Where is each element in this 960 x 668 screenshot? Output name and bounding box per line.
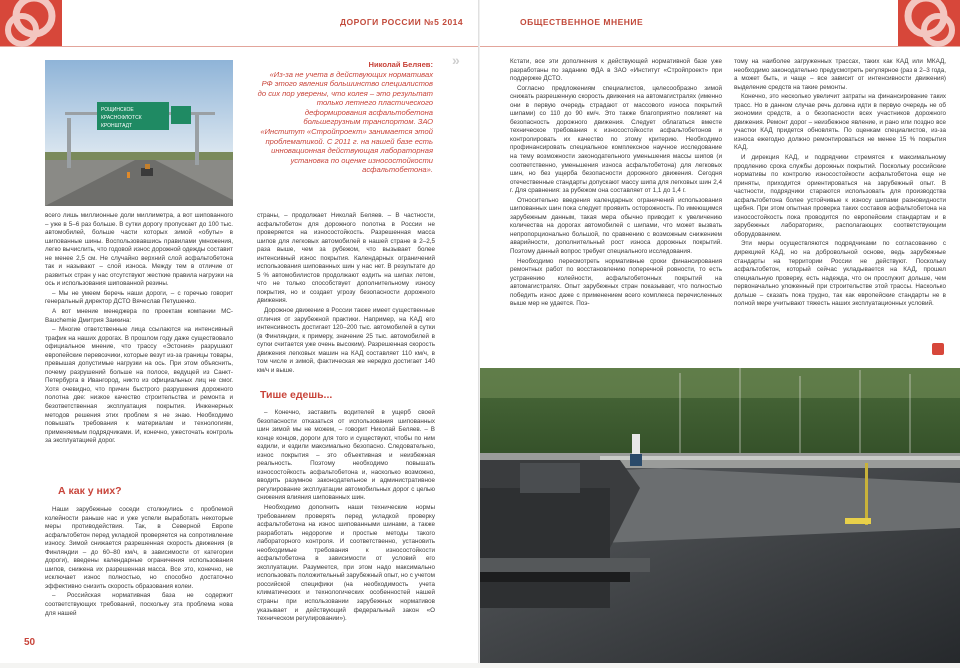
running-head-left: ДОРОГИ РОССИИ №5 2014	[340, 17, 464, 27]
paragraph: Конечно, это несколько увеличит затраты на финансирование таких трасс. Но в данном случае речь должна идти в первую очередь не об экономии средств, а о безопасности всех участников дорожного движения. Ремонт дорог – неизбежное явление, и рано или поздно все участки КАД придется обновлять. По оценкам специалистов, из-за износа ежегодно должно ремонтироваться не менее 15 % покрытия КАД.	[734, 93, 946, 152]
paragraph: Необходимо пересмотреть нормативные сроки финансирования ремонтных работ по восстановлению поперечной ровности, то есть устранению колейности, асфальтобетонных покрытий на автомагистралях. Опыт зарубежных стран показывает, что полностью победить износ даже с применением всего комплекса перечисленных выше мер не удается. Поэ-	[510, 257, 722, 308]
sign-line-2: КРАСНОФЛОТСК	[101, 115, 142, 121]
page-number: 50	[24, 637, 36, 648]
paragraph: Кстати, все эти дополнения к действующей нормативной базе уже разработаны по заданию ФДА в ЗАО «Институт «Стройпроект» при поддержке ДСТО.	[510, 58, 722, 83]
left-column-2	[257, 212, 435, 376]
magazine-logo-icon	[898, 0, 960, 46]
subheading-a-kak-u-nih: А как у них?	[58, 485, 122, 497]
paragraph: всего лишь миллионные доли миллиметра, а вот шипованного – уже в 5–6 раз больше. В сутки дорогу пропускает до 100 тыс. автомобилей, больше части которых зимой «обуты» в шипованные шины. Воспользовавшись правилами умножения, легко вычислить, что годовой износ дорожной одежды составит не менее 2,5 см. Не случайно верхний слой асфальтобетона так и называют – слой износа. Между тем в отличие от развитых стран у нас отсутствуют жесткие правила нагрузки на ось и использования шипованной резины.	[45, 212, 233, 288]
running-head-right: ОБЩЕСТВЕННОЕ МНЕНИЕ	[520, 17, 644, 27]
double-chevron-icon: »	[452, 52, 460, 68]
paragraph: – Конечно, заставить водителей в ущерб своей безопасности отказаться от использования шипованных шин зимой мы не можем, – говорит Николай Беляев. – В конце концов, дороги для того и существуют, чтобы по ним ездили, и ездили максимально безопасно. Следовательно, износ покрытия – это объективная и неизбежная реальность. Поэтому необходимо повышать износостойкость асфальтобетона и, насколько возможно, вводить разумное законодательное и административное регулирование эксплуатации автомобильных дорог с целью снижения влияния шипованных шин.	[257, 409, 435, 502]
paragraph: – Российская нормативная база не содержит соответствующих требований, поскольку эта проблема нова для нашей	[45, 592, 233, 617]
paragraph: Наши зарубежные соседи столкнулись с проблемой колейности раньше нас и уже успели выработать некоторые меры противодействия. Так, в Северной Европе асфальтобетон перед укладкой проверяется на сопротивление износу. Зимой снижается разрешенная скорость движения (в Финляндии – до 60–80 км/ч, в зависимости от категории дороги), введены календарные ограничения использования шипов, снижена их разрешенная масса. Все это, конечно, не исключает износ полностью, но способно достаточно эффективно снизить скорость образования колеи.	[45, 506, 233, 590]
left-column-2b	[257, 409, 435, 625]
paragraph: Согласно предложениям специалистов, целесообразно зимой снижать разрешенную скорость движения на автомагистралях (именно они в первую очередь страдают от массового износа покрытий шипами) со 110 до 90 км/ч. Это также благоприятно повлияет на безопасность дорожного движения. Следует облагаться вместе техническое требования к износостойкости асфальтобетонов и контролировать их качество по этому критерию. Необходимо профинансировать специальное комплексное научное исследование на тему возможности законодательного уменьшения массы шипов (и соответственно, уменьшения износа асфальтобетона) для легковых шин, но без ущерба безопасности дорожного движения. Сегодня отечественные стандарты допускают массу шипа для легковых шин 2,4 г. Для сравнения: за рубежом она составляет от 1,1 до 1,4 г.	[510, 84, 722, 195]
paragraph: страны, – продолжает Николай Беляев. – В частности, асфальтобетон для дорожного полотна в России не проверяется на износостойкость. Разрешенная масса шипов для легковых автомобилей в нашей стране в 2–2,5 раза выше, чем за рубежом, что вызывает более интенсивный износ покрытия. Календарных ограничений использования шипованных шин у нас нет. В результате до 5 % автомобилистов продолжают ездить на шипах летом, что не только способствует дополнительному износу покрытия, но и создает угрозу безопасности дорожного движения.	[257, 212, 435, 305]
left-column-1	[45, 212, 233, 447]
paragraph: тому на наиболее загруженных трассах, таких как КАД или МКАД, необходимо законодательно предусмотреть регулярное (раз в 2–3 года, а может быть, и чаще – все зависит от интенсивности движения) выделение средств на такие ремонты.	[734, 58, 946, 91]
left-page	[0, 0, 478, 663]
paragraph: – Многие ответственные лица ссылаются на интенсивный трафик на наших дорогах. В прошлом году даже существовало официальное мнение, что трассу «Эстония» разрушают европейские перевозчики, которые везут из-за границы товары, превышая допустимые нагрузки на ось. При этом объяснить, почему разрушений больше на полосе, ведущей из Санкт-Петербурга в Ивангород, никто из официальных лиц не смог. Хотя очевидно, что причин быстрого разрушения дорожного полотна две: низкое качество строительства и ремонта и безответственная эксплуатация покрытия. Инженерных методов решения этих проблем я не знаю. Необходимо повышать требования к материалам и технологиям, применяемым подрядчиками. И, конечно, ужесточать контроль за эксплуатацией дорог.	[45, 326, 233, 445]
paragraph: Необходимо дополнить наши технические нормы требованием проверять перед укладкой проверку асфальтобетона на износ шипованными шинами, а также разработать недорогие и простые методы такого лабораторного контроля. И соответственно, установить необходимые требования к износостойкости асфальтобетона в зависимости от условий его эксплуатации. Разумеется, при этом надо максимально использовать положительный зарубежный опыт, но с учетом российской специфики (на необходимость учета климатических и технологических особенностей нашей страны при использовании зарубежных нормативов указывает и действующий федеральный закон «О техническом регулировании»).	[257, 504, 435, 623]
sign-line-3: КРОНШТАДТ	[101, 123, 133, 129]
paragraph: Дорожное движение в России также имеет существенные отличия от зарубежной практики. Например, на КАД его интенсивность достигает 120–200 тыс. автомобилей в сутки (в Финляндии, к примеру, значение 25 тыс. автомобилей в сутки считается уже очень высоким). Разрешенная скорость движения легковых машин на КАД составляет 110 км/ч, в том числе и зимой, фактическая же нередко достигает 140 км/ч и выше.	[257, 307, 435, 374]
subheading-tishe-edesh: Тише едешь...	[260, 389, 333, 401]
right-column-2	[734, 58, 946, 310]
right-column-1	[510, 58, 722, 310]
quote-text: «Из-за не учета в действующих нормативах РФ этого явления большинство специалистов до сих пор уверены, что колея – это результат только летнего пластического деформирования асфальтобетона большегрузным транспортом. ЗАО «Институт «Стройпроект» занимается этой проблематикой. С 2011 г. на нашей базе есть инновационная действующая лабораторная установка по оценке износостойкости асфальтобетона».	[257, 69, 433, 175]
paragraph: А вот мнение менеджера по проектам компании МС-Bauchemie Дмитрия Заикина:	[45, 308, 233, 324]
right-page	[452, 0, 960, 663]
sign-line-1: РОЩИНСКОЕ	[101, 107, 134, 113]
pull-quote	[257, 60, 433, 175]
paragraph: – Мы не умеем беречь наши дороги, – с горечью говорит генеральный директор ДСТО Вячеслав Петушенко.	[45, 289, 233, 306]
highway-sign-photo	[45, 60, 233, 206]
paragraph: Относительно введения календарных ограничений использования шипованных шин пока следует проявить осторожность. По имеющимся зарубежным данным, такая мера обычно приводит к увеличению количества на дорогах автомобилей с шипами, что может вызвать непропорционально большой, по сравнению с возможным снижением аварийности, дополнительный рост износа дорожных покрытий. Поэтому данный вопрос требует специального исследования.	[510, 196, 722, 256]
magazine-logo-icon	[0, 0, 62, 46]
quote-author: Николай Беляев:	[368, 60, 433, 69]
paragraph: Эти меры осуществляются подрядчиками по согласованию с дирекцией КАД, но на добровольной основе, ведь зарубежные стандарты на территории России не действуют. Поскольку асфальтобетон, который сейчас укладывается на КАД, прошел специальную проверку, есть надежда, что он прослужит дольше, чем первоначально уложенный при строительстве этой трассы. Насколько дольше – сказать пока трудно, так как европейские стандарты не в полной мере учитывают тяжесть наших эксплуатационных условий.	[734, 240, 946, 308]
paragraph: И дирекция КАД, и подрядчики стремятся к максимальному продлению срока службы дорожных покрытий. Поскольку российские нормативы по контролю износостойкости асфальтобетона еще не приняты, приходится ориентироваться на зарубежный опыт. В частности, подрядчики стараются использовать для производства асфальтобетона более устойчивые к износу шипами разновидности щебня. При этом опытная проверка таких составов асфальтобетона на износостойкость пока проводится по европейским стандартам и в зарубежных лабораториях, располагающих соответствующим оборудованием.	[734, 154, 946, 238]
end-mark-icon	[932, 343, 944, 355]
asphalt-paver-photo	[480, 368, 960, 663]
left-column-1b	[45, 506, 233, 619]
